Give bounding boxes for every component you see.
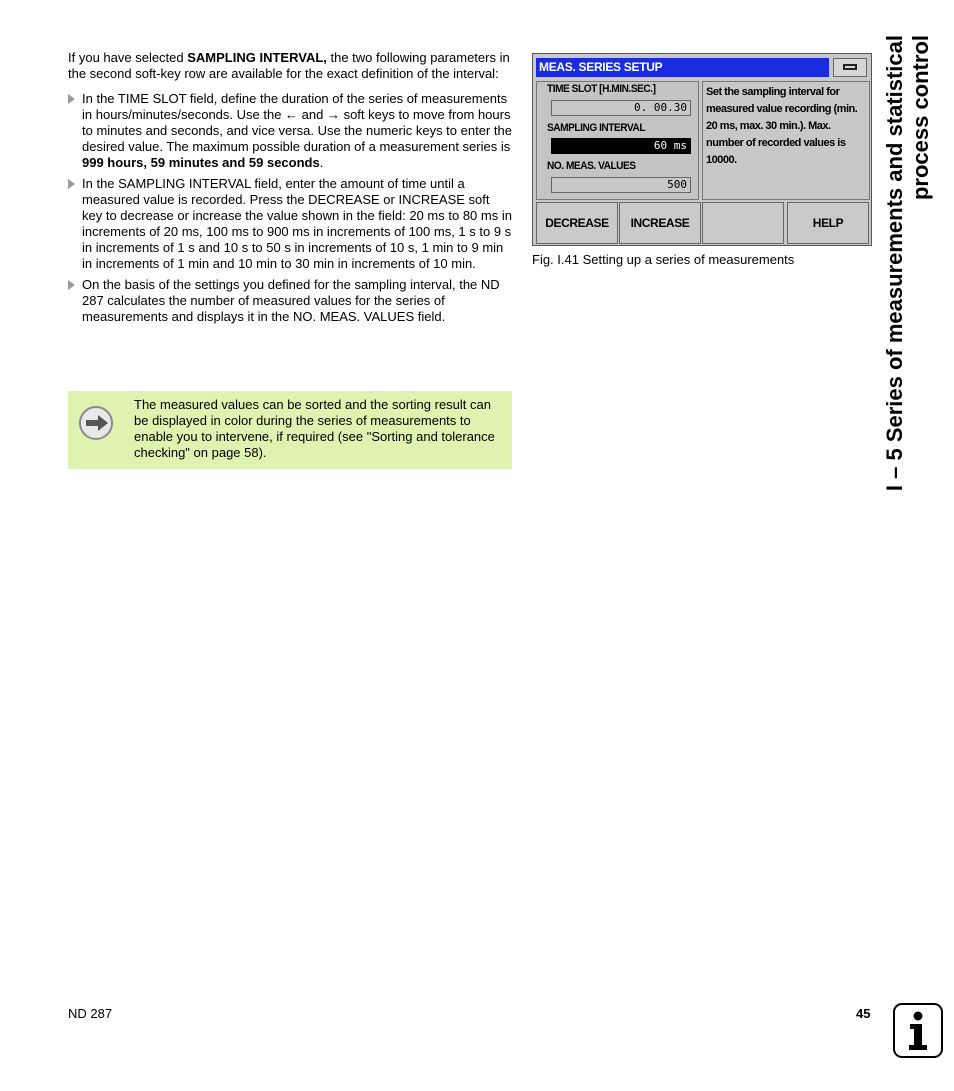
softkey-row xyxy=(533,202,873,245)
increase-softkey[interactable]: INCREASE xyxy=(619,202,701,244)
no-meas-values-field[interactable]: 500 xyxy=(551,177,691,193)
bullet-arrow-icon xyxy=(68,179,75,189)
bullet-arrow-icon xyxy=(68,94,75,104)
list-item: In the SAMPLING INTERVAL field, enter the amount of time until a measured value is recorded. Press the DECREASE or INCREASE soft key to decrease or increase the value shown in the field: 20 ms to 80 ms in increments of 20 ms, 100 ms to 900 ms in increments of 100 ms, 1 s to 9 s in increments of 1 s and 10 s to 50 s in increments of 10 s, 1 min to 9 min in increments of 1 min and 10 min to 30 min in increments of 10 min. xyxy=(68,176,512,272)
note-box xyxy=(68,391,512,469)
note-text: The measured values can be sorted and the sorting result can be displayed in color during the series of measurements to enable you to intervene, if required (see "Sorting and tolerance checking" on page 58). xyxy=(134,397,495,460)
decrease-softkey[interactable]: DECREASE xyxy=(536,202,618,244)
side-title-line-1: I – 5 Series of measurements and statistical xyxy=(882,35,907,492)
info-icon xyxy=(893,1003,943,1058)
document-name: ND 287 xyxy=(68,1006,113,1021)
time-slot-field[interactable]: 0. 00.30 xyxy=(551,100,691,116)
sampling-interval-label: SAMPLING INTERVAL xyxy=(547,122,646,134)
intro-paragraph: If you have selected SAMPLING INTERVAL, the two following parameters in the second soft-key row are available for the exact definition of the interval: xyxy=(68,50,510,81)
side-title-line-2: process control xyxy=(908,35,933,201)
bullet-arrow-icon xyxy=(68,280,75,290)
meas-series-setup-screen xyxy=(532,53,872,246)
time-slot-label: TIME SLOT [H.MIN.SEC.] xyxy=(547,83,656,95)
help-text: Set the sampling interval for measured value recording (min. 20 ms, max. 30 min.). Max. number of recorded values is 10000. xyxy=(702,81,870,200)
page-number: 45 xyxy=(856,1006,871,1021)
body-text xyxy=(68,50,512,330)
help-softkey[interactable]: HELP xyxy=(787,202,869,244)
sampling-interval-field[interactable]: 60 ms xyxy=(551,138,691,154)
fields-panel xyxy=(536,81,699,200)
window-icon xyxy=(833,58,867,77)
screen-title: MEAS. SERIES SETUP xyxy=(536,58,829,77)
no-meas-values-label: NO. MEAS. VALUES xyxy=(547,160,636,172)
chapter-side-title xyxy=(882,35,942,595)
arrow-right-icon xyxy=(79,406,113,440)
list-item: On the basis of the settings you defined for the sampling interval, the ND 287 calculates the number of measured values for the series of measurements and displays it in the NO. MEAS. VALUES field. xyxy=(68,277,512,325)
list-item: In the TIME SLOT field, define the duration of the series of measurements in hours/minutes/seconds. Use the ← and → soft keys to move from hours to minutes and seconds, and vice versa. Use the numeric keys to enter the desired value. The maximum possible duration of a measurement series is 999 hours, 59 minutes and 59 seconds. xyxy=(68,91,512,171)
figure-caption: Fig. I.41 Setting up a series of measurements xyxy=(532,252,795,267)
empty-softkey[interactable] xyxy=(702,202,784,244)
